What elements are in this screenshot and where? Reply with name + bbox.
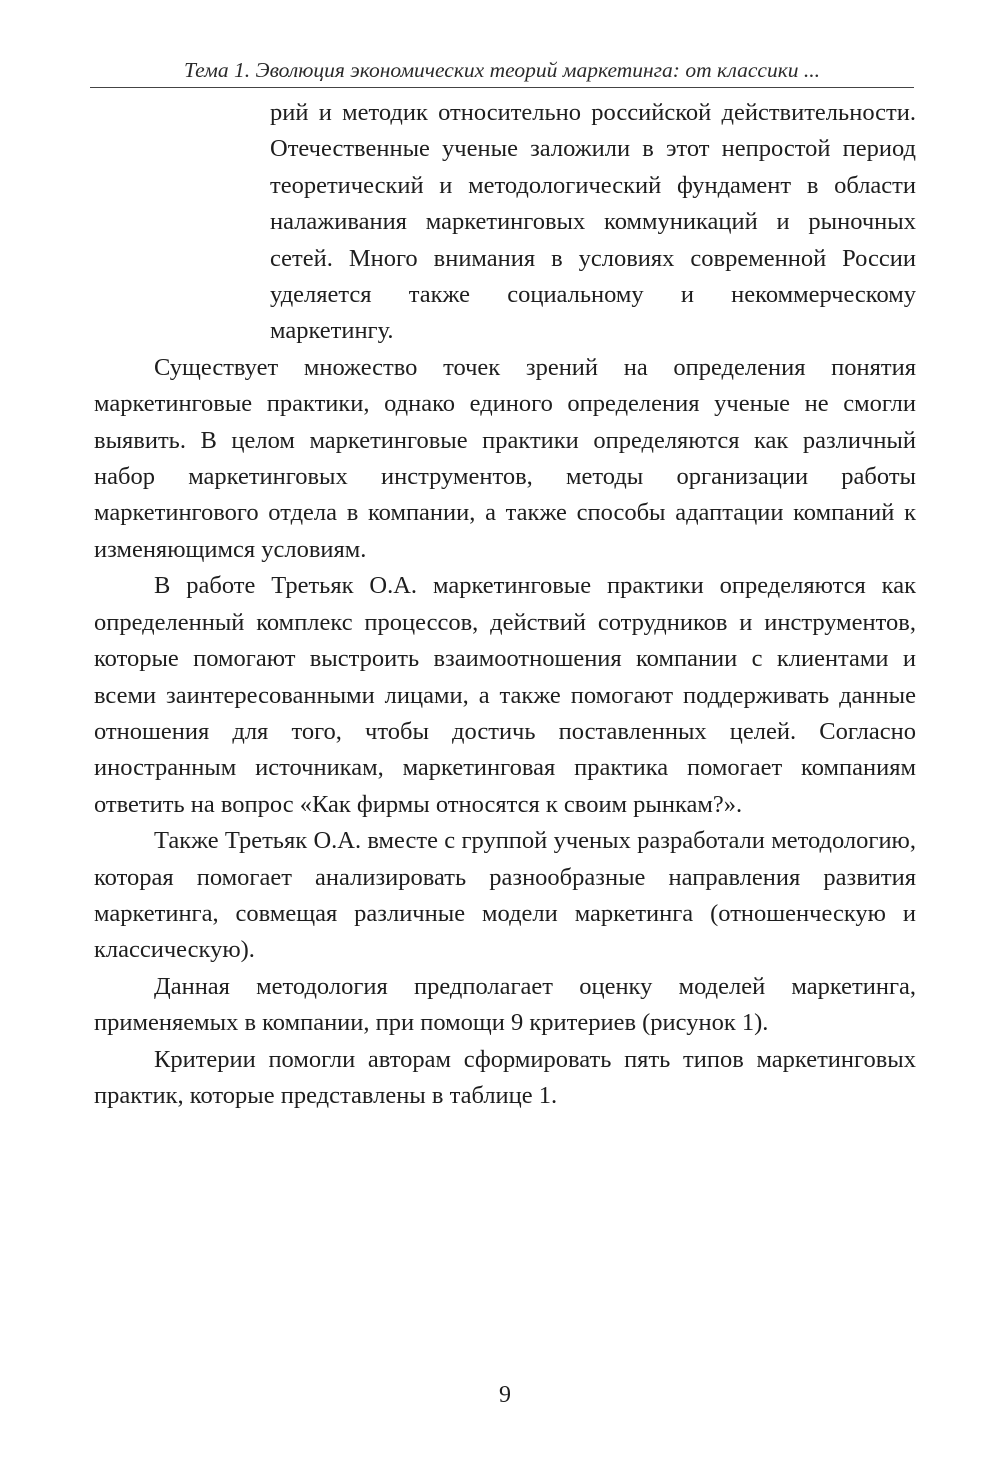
paragraph-practice-types: Критерии помогли авторам сформировать пять типов маркетинговых практик, которые представлены в таблице 1.: [94, 1045, 916, 1109]
running-header: Тема 1. Эволюция экономических теорий маркетинга: от классики ...: [183, 58, 821, 82]
paragraph-methodology: Также Третьяк О.А. вместе с группой ученых разработали методологию, которая помогает анализировать разнообразные направления развития маркетинга, совмещая различные модели маркетинга (отношенческую и классическую).: [94, 827, 916, 964]
paragraph-criteria-evaluation: Данная методология предполагает оценку моделей маркетинга, применяемых в компании, при помощи 9 критериев (рисунок 1).: [94, 972, 916, 1037]
page-number: 9: [499, 1382, 511, 1408]
header-divider: [90, 87, 914, 88]
body-text: [94, 95, 916, 1114]
paragraph-marketing-practices-definition: Существует множество точек зрений на определения понятия маркетинговые практики, однако единого определения ученые не смогли выявить. В целом маркетинговые практики определяются как различный набор маркетинговых инструментов, методы организации работы маркетингового отдела в компании, а также способы адаптации компаний к изменяющимся условиям.: [94, 353, 916, 563]
paragraph-tretyak-definition: В работе Третьяк О.А. маркетинговые практики определяются как определенный комплекс процессов, действий сотрудников и инструментов, которые помогают выстроить взаимоотношения компании с клиентами и всеми заинтересованными лицами, а также помогают поддерживать данные отношения для того, чтобы достичь поставленных целей. Согласно иностранным источникам, маркетинговая практика помогает компаниям ответить на вопрос «Как фирмы относятся к своим рынкам?».: [94, 572, 916, 818]
paragraph-continuation: рий и методик относительно российской действительности. Отечественные ученые заложили в этот непростой период теоретический и методологический фундамент в области налаживания маркетинговых коммуникаций и рыночных сетей. Много внимания в условиях современной России уделяется также социальному и некоммерческому маркетингу.: [270, 99, 916, 345]
